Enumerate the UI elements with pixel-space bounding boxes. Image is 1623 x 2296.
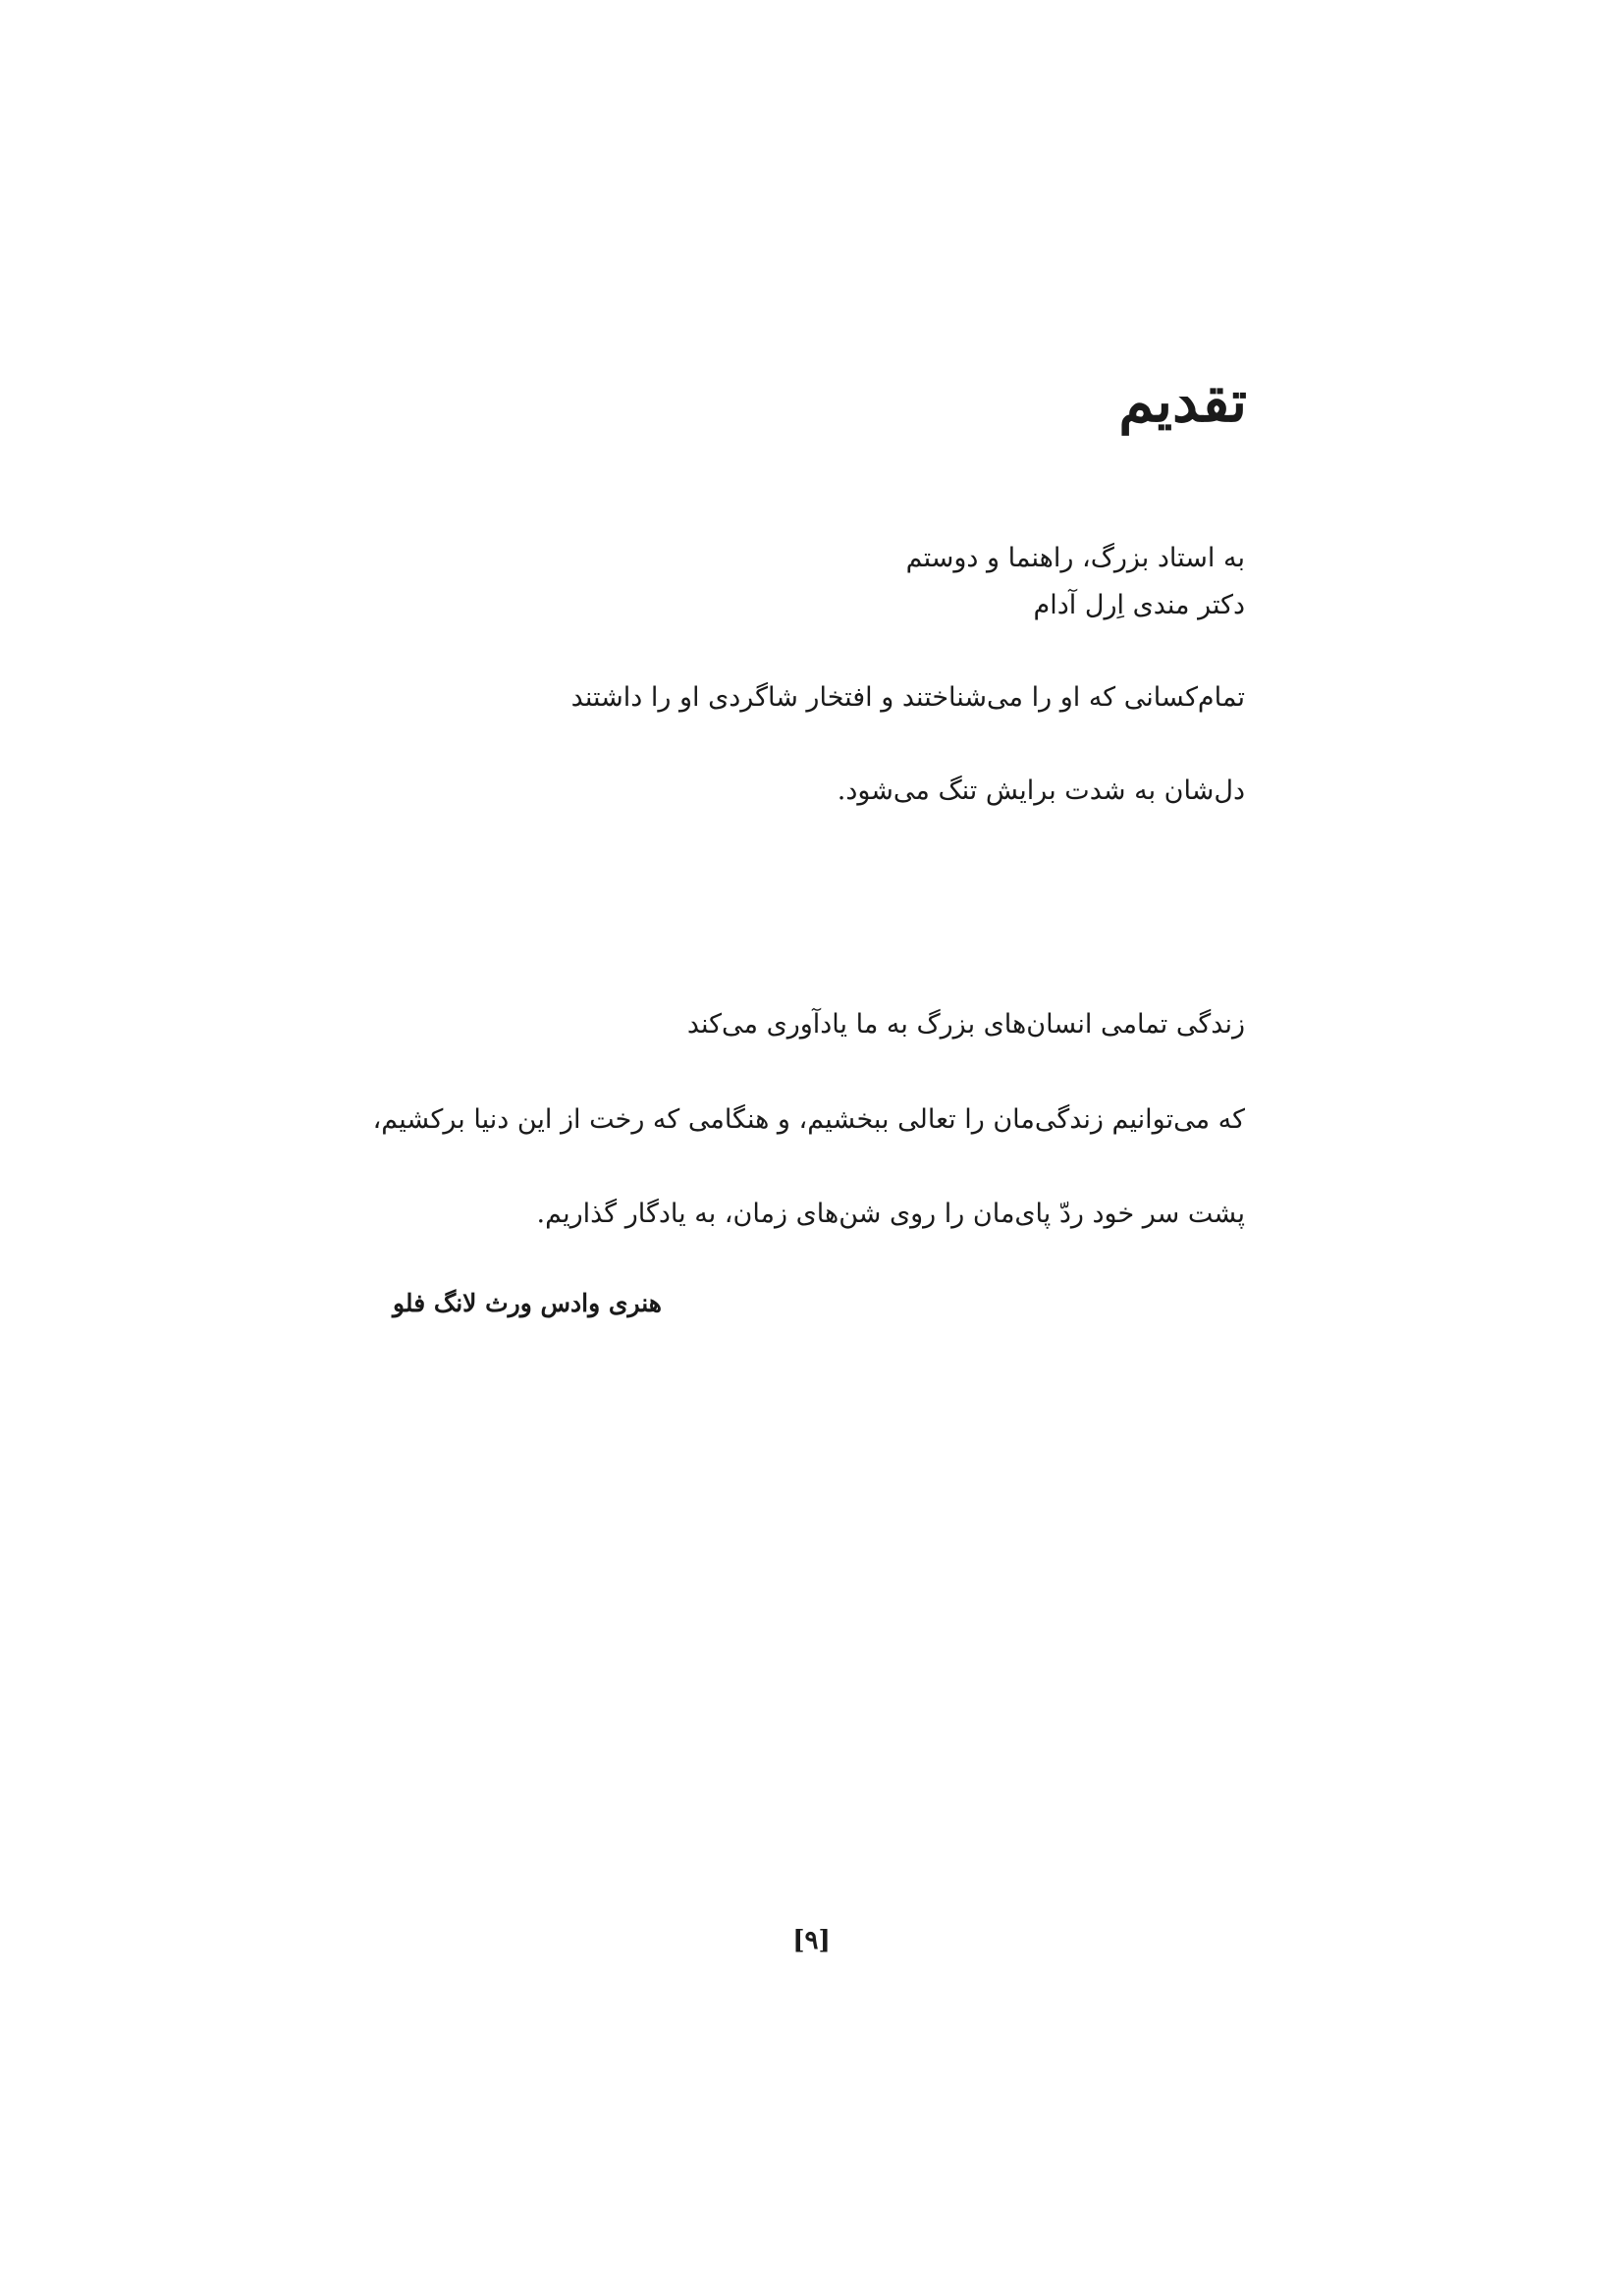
quote-author: هنری وادس ورث لانگ فلو xyxy=(393,1289,662,1317)
page-number: [۹] xyxy=(792,1926,831,1955)
dedication-line-2: دکتر مندی اِرل آدام xyxy=(1033,590,1245,620)
dedication-line-1: به استاد بزرگ، راهنما و دوستم xyxy=(905,543,1245,573)
quote-line-3: پشت سر خود ردّ پای‌مان را روی شن‌های زمان، به یادگار گذاریم. xyxy=(536,1199,1245,1229)
dedication-line-3: تمام‌کسانی که او را می‌شناختند و افتخار شاگردی او را داشتند xyxy=(570,682,1245,713)
quote-line-1: زندگی تمامی انسان‌های بزرگ به ما یادآوری می‌کند xyxy=(686,1009,1245,1040)
dedication-line-4: دل‌شان به شدت برایش تنگ می‌شود. xyxy=(837,775,1245,806)
quote-line-2: که می‌توانیم زندگی‌مان را تعالی ببخشیم، و هنگامی که رخت از این دنیا برکشیم، xyxy=(372,1104,1245,1135)
page-title: تقدیم xyxy=(1118,368,1247,435)
